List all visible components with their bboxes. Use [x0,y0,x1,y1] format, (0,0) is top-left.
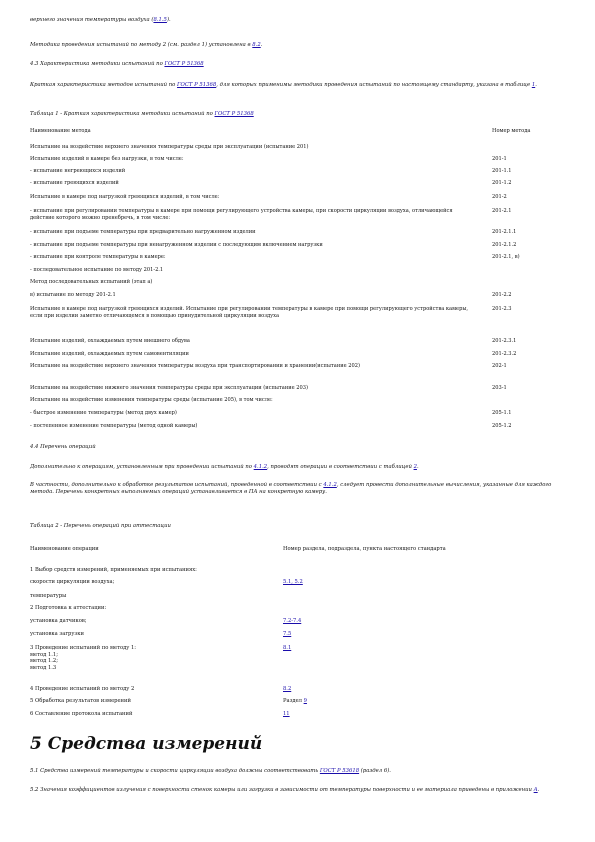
paragraph: Краткая характеристика методов испытаний по ГОСТ Р 51368, для которых применимы методики проведения испытаний по настоящему стандарту, указана в таблице 1. [30,82,537,88]
table-cell: 201-2.1.2 [492,242,517,248]
table-cell: Наименование операции [30,546,99,552]
table-cell: 202-1 [492,363,507,369]
table-cell [283,631,483,638]
table-cell: Испытание на воздействие нижнего значения температуры среды при эксплуатации (испытание 203) [30,385,308,391]
table-cell [283,618,483,625]
section-heading: 4.4 Перечень операций [30,444,96,450]
table-cell [283,579,483,586]
cell-text: Раздел [283,698,304,704]
link[interactable]: 4.1.2 [253,464,268,470]
table-cell: Испытание изделий в камере без нагрузки, в том числе: [30,156,184,162]
table-cell: установка загрузки [30,631,84,637]
table-cell: 201-1.2 [492,180,512,186]
link[interactable]: 4.1.2 [323,482,337,488]
table-cell: Испытание в камере под нагрузкой греющихся изделий. Испытание при регулировании температуры в камере при помощи регулирующего устройства камеры, если при изделии заметно отличающемся в помощью принудительной циркуляции воздуха [30,306,468,319]
table-cell: 201-2.2 [492,292,512,298]
link[interactable]: 8.2 [283,686,292,692]
table-cell: 201-2.1 [492,208,512,214]
link[interactable]: ГОСТ Р 51368 [214,111,254,117]
link[interactable]: ГОСТ Р 53618 [319,768,360,774]
table-cell: Испытание на воздействие верхнего значения температуры среды при эксплуатации (испытание 201) [30,144,309,150]
link[interactable]: 7.2-7.4 [283,618,302,624]
cell-text: Номер раздела, подраздела, пункта настоящего стандарта [283,546,446,552]
table-cell: установка датчиков; [30,618,87,624]
table-cell: - последовательное испытание по методу 201-2.1 [30,267,164,273]
paragraph: Методика проведения испытаний по методу 2 (см. раздел 1) установлена в 8.2. [30,42,263,48]
table-cell [283,686,483,693]
table-cell: - быстрое изменение температуры (метод двух камер) [30,410,177,416]
table-caption: Таблица 1 - Краткая характеристика методики испытаний по ГОСТ Р 51368 [30,111,254,117]
link[interactable]: 5.1, 5.2 [283,579,303,585]
table-cell: 5 Обработка результатов измерений [30,698,131,704]
table-cell: 201-2.3 [492,306,512,312]
table-cell: 203-1 [492,385,507,391]
table-cell: - испытание негреющихся изделий [30,168,126,174]
table-cell: - постепенное изменение температуры (метод одной камеры) [30,423,198,429]
table-cell: температуры [30,593,67,599]
table-cell: - испытание при контроле температуры в камере: [30,254,166,260]
paragraph: В частности, дополнительно к обработке результатов испытаний, проведенной в соответствии с 4.1.2, следует провести дополнительные вычисления, указанные для каждого метода. Перечень конкретных выполняемых операций устанавливается в ПА на конкретную камеру. [30,482,552,495]
table-cell: - испытание при регулировании температуры в камере при помощи регулирующего устройства камеры, при скорости циркуляции воздуха, отличающейся действие которого можно пренебречь, в том числе: [30,208,453,221]
table-cell [283,546,483,553]
paragraph: 5.2 Значения коэффициентов излучения с поверхности стенок камеры или загрузки в зависимости от температуры поверхности и ее материала приведены в приложении А. [30,787,540,793]
table-cell: 2 Подготовка к аттестации: [30,605,107,611]
paragraph: верхнего значения температуры воздуха (8.1.5). [30,17,171,23]
table-cell: - испытание при подъеме температуры при ненагруженном изделии с последующим включением нагрузки [30,242,323,248]
table-cell: 201-1.1 [492,168,512,174]
link[interactable]: 8.1 [283,645,292,651]
link[interactable]: 7.5 [283,631,292,637]
table-cell: 6 Составление протокола испытаний [30,711,133,717]
table-cell: 201-2 [492,194,507,200]
section-heading: 4.3 Характеристика методики испытаний по ГОСТ Р 51368 [30,61,204,67]
section-title: 5 Средства измерений [30,734,263,754]
table-cell: - испытание греющихся изделий [30,180,119,186]
table-cell: Испытание изделий, охлаждаемых путем внешнего обдува [30,338,190,344]
table-cell: 205-1.1 [492,410,512,416]
table-cell: 201-2.1, в) [492,254,520,260]
table-cell: 201-2.1.1 [492,229,517,235]
paragraph: 5.1 Средства измерений температуры и скорости циркуляции воздуха должны соответствовать ГОСТ Р 53618 (раздел 6). [30,768,391,774]
table-cell: Испытание на воздействие изменения температуры среды (испытание 205), в том числе: [30,397,273,403]
table-cell: Наименование метода [30,128,91,134]
link[interactable]: ГОСТ Р 51368 [164,61,204,67]
table-cell: Метод последовательных испытаний (этап а) [30,279,153,285]
link[interactable]: 9 [303,698,307,704]
table-cell: скорости циркуляции воздуха; [30,579,115,585]
table-cell: Испытание изделий, охлаждаемых путем самовентиляции [30,351,189,357]
table-cell [283,698,483,705]
table-cell: 4 Проведение испытаний по методу 2 [30,686,135,692]
table-cell [283,711,483,718]
table-cell: в) испытание по методу 201-2.1 [30,292,116,298]
link[interactable]: 11 [283,711,290,717]
table-cell: 1 Выбор средств измерений, применяемых при испытаниях: [30,567,197,573]
table-cell: 201-2.3.1 [492,338,517,344]
table-cell: 201-2.3.2 [492,351,517,357]
table-cell: Испытание на воздействие верхнего значения температуры воздуха при транспортировании и хранении(испытание 202) [30,363,360,369]
table-caption: Таблица 2 - Перечень операций при аттестации [30,523,171,529]
link[interactable]: 1 [531,82,536,88]
table-cell: 3 Проведение испытаний по методу 1: метод 1.1; метод 1.2; метод 1.3 [30,645,137,672]
link[interactable]: 8.1.5 [153,17,167,23]
table-cell: - испытание при подъеме температуры при предварительно нагруженном изделии [30,229,256,235]
table-cell [283,645,483,652]
link[interactable]: 8.2 [252,42,261,48]
table-cell: Номер метода [492,128,531,134]
link[interactable]: А [533,787,538,793]
table-cell: Испытание в камере под нагрузкой греющихся изделий, в том числе: [30,194,220,200]
link[interactable]: ГОСТ Р 51368 [177,82,217,88]
table-cell: 205-1.2 [492,423,512,429]
link[interactable]: 2 [413,464,417,470]
paragraph: Дополнительно к операциям, установленным при проведении испытаний по 4.1.2, проводят операции в соответствии с таблицей 2. [30,464,419,470]
table-cell: 201-1 [492,156,507,162]
